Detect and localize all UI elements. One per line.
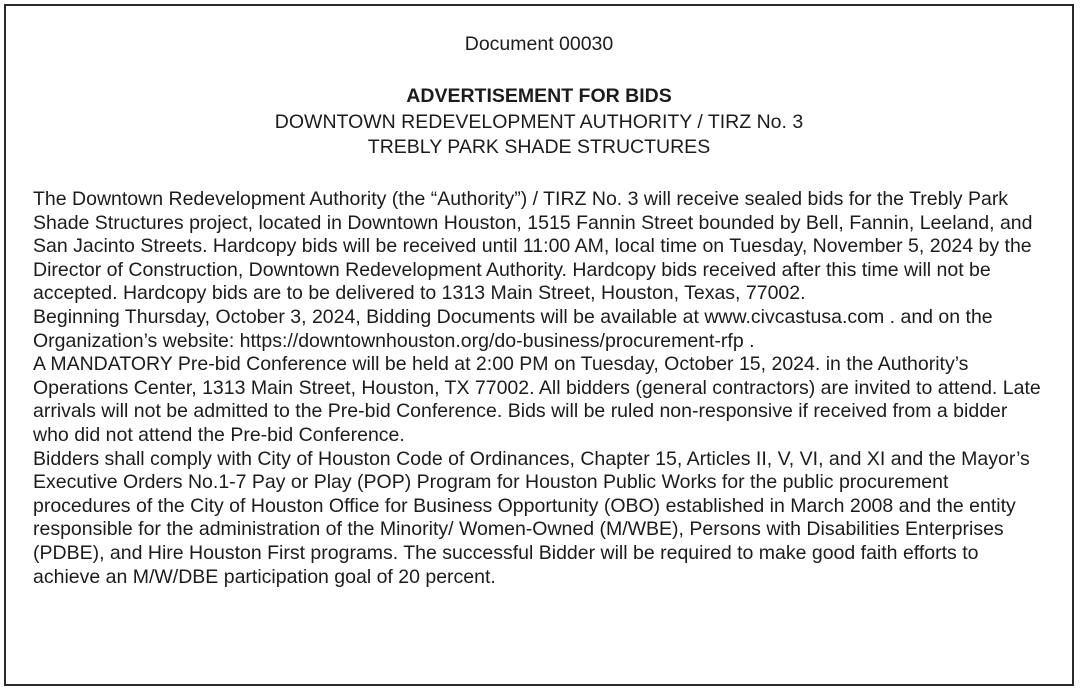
paragraph-compliance: Bidders shall comply with City of Houston Code of Ordinances, Chapter 15, Articles II, V, VI, and XI and the Mayor’s Executive Orders No.1-7 Pay or Play (POP) Program for Houston Public Works for the public procurement procedures of the City of Houston Office for Business Opportunity (OBO) established in March 2008 and the entity responsible for the administration of the Minority/ Women-Owned (M/WBE), Persons with Disabilities Enterprises (PDBE), and Hire Houston First programs. The successful Bidder will be required to make good faith efforts to achieve an M/W/DBE participation goal of 20 percent.	[33, 447, 1030, 588]
paragraph-bid-submission: The Downtown Redevelopment Authority (the “Authority”) / TIRZ No. 3 will receive sealed bids for the Trebly Park Shade Structures project, located in Downtown Houston, 1515 Fannin Street bounded by Bell, Fannin, Leeland, and San Jacinto Streets. Hardcopy bids will be received until 11:00 AM, local time on Tuesday, November 5, 2024 by the Director of Construction, Downtown Redevelopment Authority. Hardcopy bids received after this time will not be accepted. Hardcopy bids are to be delivered to 1313 Main Street, Houston, Texas, 77002.	[33, 188, 1033, 305]
advertisement-frame	[4, 4, 1074, 686]
header-block	[6, 84, 1072, 161]
paragraph-bidding-documents: Beginning Thursday, October 3, 2024, Bidding Documents will be available at www.civcastusa.com . and on the Organization’s website: https://downtownhouston.org/do-business/procurement-rfp .	[33, 305, 993, 352]
organization-line: DOWNTOWN REDEVELOPMENT AUTHORITY / TIRZ No. 3	[274, 110, 804, 133]
ad-title: ADVERTISEMENT FOR BIDS	[406, 85, 672, 107]
document-number: Document 00030	[464, 33, 614, 55]
paragraph-prebid-conference: A MANDATORY Pre-bid Conference will be held at 2:00 PM on Tuesday, October 15, 2024. in the Authority’s Operations Center, 1313 Main Street, Houston, TX 77002. All bidders (general contractors) are invited to attend. Late arrivals will not be admitted to the Pre-bid Conference. Bids will be ruled non-responsive if received from a bidder who did not attend the Pre-bid Conference.	[33, 353, 1041, 446]
body-text	[33, 188, 1044, 589]
project-line: TREBLY PARK SHADE STRUCTURES	[367, 136, 711, 158]
